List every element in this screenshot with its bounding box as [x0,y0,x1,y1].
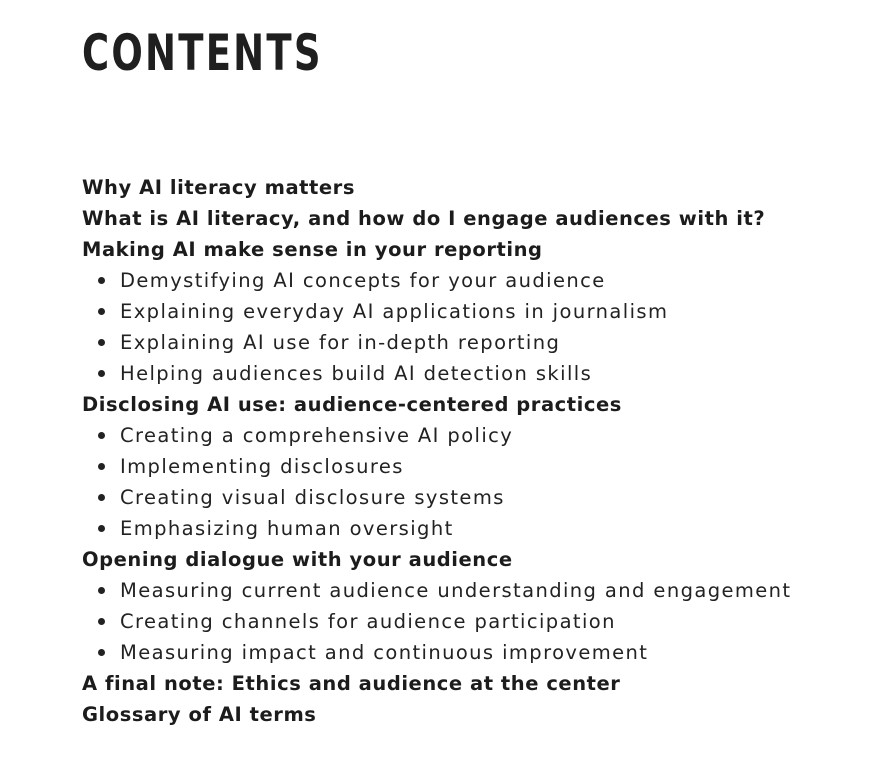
toc-section [82,389,872,544]
bullet-icon [98,463,105,470]
toc-subsection-item[interactable] [82,296,872,327]
toc-subsection-item[interactable] [82,420,872,451]
toc-section-title[interactable]: Making AI make sense in your reporting [82,238,543,261]
toc-section-title[interactable]: Glossary of AI terms [82,703,317,726]
bullet-icon [98,339,105,346]
toc-subsection-item[interactable] [82,575,872,606]
page-title: CONTENTS [82,24,323,82]
toc-subsection-label: Creating visual disclosure systems [120,486,505,509]
bullet-icon [98,277,105,284]
toc-subsection-label: Explaining everyday AI applications in journalism [120,300,669,323]
toc-subsection-label: Creating channels for audience participation [120,610,616,633]
toc-subsection-list [82,265,872,389]
toc-subsection-label: Explaining AI use for in-depth reporting [120,331,561,354]
toc-section-title[interactable]: A final note: Ethics and audience at the center [82,672,621,695]
toc-subsection-item[interactable] [82,513,872,544]
toc-section-title[interactable]: Disclosing AI use: audience-centered practices [82,393,622,416]
toc-subsection-label: Measuring impact and continuous improvement [120,641,649,664]
toc-subsection-list [82,420,872,544]
toc-subsection-label: Implementing disclosures [120,455,404,478]
toc-section [82,203,872,234]
toc-section [82,172,872,203]
toc-subsection-item[interactable] [82,358,872,389]
bullet-icon [98,525,105,532]
bullet-icon [98,649,105,656]
toc-section-title[interactable]: Opening dialogue with your audience [82,548,513,571]
contents-page [82,0,872,726]
toc-subsection-label: Demystifying AI concepts for your audience [120,269,606,292]
toc-subsection-item[interactable] [82,637,872,668]
bullet-icon [98,432,105,439]
toc-subsection-label: Helping audiences build AI detection skills [120,362,593,385]
toc-subsection-item[interactable] [82,606,872,637]
toc-subsection-list [82,575,872,668]
toc-subsection-label: Measuring current audience understanding and engagement [120,579,792,602]
bullet-icon [98,370,105,377]
table-of-contents [82,172,872,730]
toc-subsection-item[interactable] [82,265,872,296]
toc-subsection-item[interactable] [82,451,872,482]
toc-subsection-item[interactable] [82,327,872,358]
bullet-icon [98,494,105,501]
toc-subsection-label: Creating a comprehensive AI policy [120,424,514,447]
toc-section-title[interactable]: Why AI literacy matters [82,176,355,199]
toc-section [82,699,872,730]
toc-section [82,234,872,389]
toc-subsection-item[interactable] [82,482,872,513]
toc-section [82,668,872,699]
bullet-icon [98,618,105,625]
toc-section [82,544,872,668]
bullet-icon [98,587,105,594]
bullet-icon [98,308,105,315]
toc-section-title[interactable]: What is AI literacy, and how do I engage audiences with it? [82,207,766,230]
toc-subsection-label: Emphasizing human oversight [120,517,454,540]
